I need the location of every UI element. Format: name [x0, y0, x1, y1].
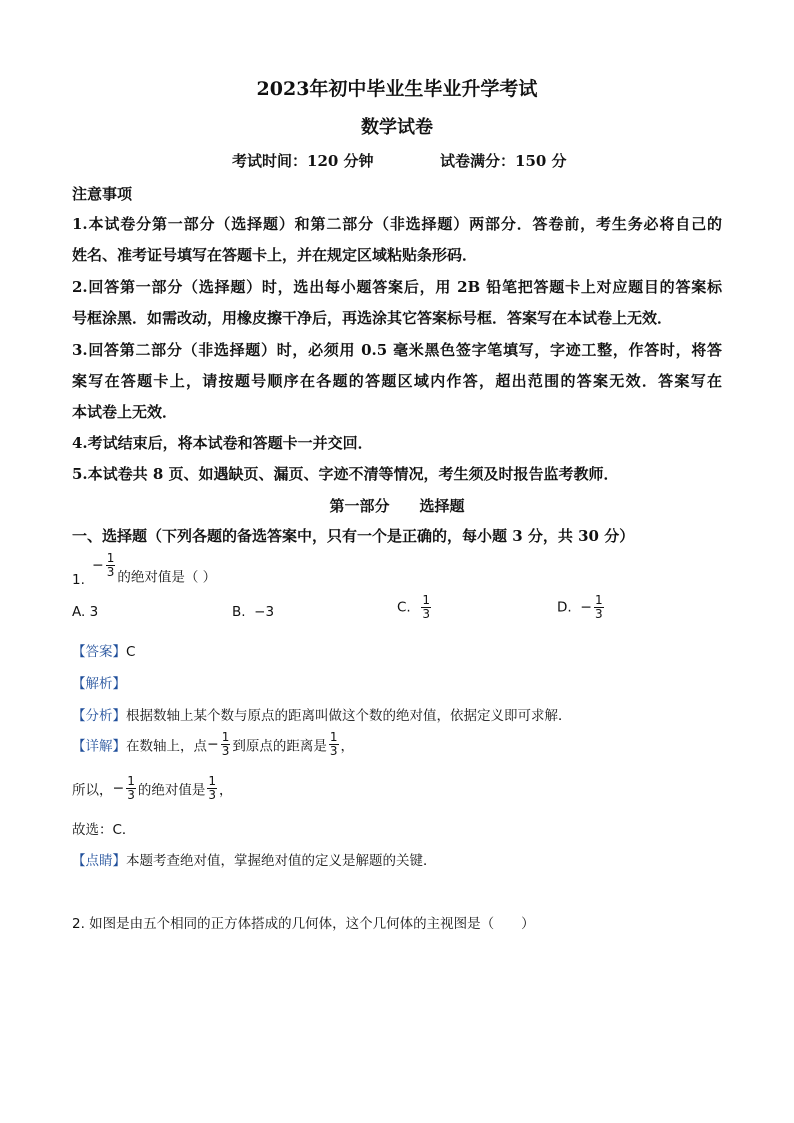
- negative-sign: −: [207, 736, 219, 753]
- dianjing-text: 本题考查绝对值，掌握绝对值的定义是解题的关键．: [126, 853, 437, 869]
- negative-sign: −: [580, 599, 593, 616]
- fraction: $\frac{1}{3}$: [422, 593, 430, 621]
- negative-sign: −: [112, 780, 125, 797]
- suoyi-text-1: 所以，: [72, 782, 113, 799]
- note-3-line-1: 3.回答第二部分（非选择题）时，必须用 0.5 毫米黑色签字笔填写，字迹工整，作答时，将答: [72, 341, 722, 359]
- fraction: $\frac{1}{3}$: [208, 774, 217, 802]
- xiangjie-line: [72, 731, 354, 758]
- note-2-line-1: 2.回答第一部分（选择题）时，选出每小题答案后，用 2B 铅笔把答题卡上对应题目的答案标: [72, 278, 722, 296]
- option-b-label: B.: [232, 604, 246, 620]
- xiangjie-text-1: 在数轴上，点: [126, 738, 207, 755]
- negative-sign: −: [92, 557, 104, 574]
- option-d: [557, 594, 606, 621]
- note-3-line-3: 本试卷上无效．: [72, 403, 178, 421]
- fraction: $\frac{1}{3}$: [106, 551, 115, 579]
- note-3-line-2: 案写在答题卡上，请按题号顺序在各题的答题区域内作答，超出范围的答案无效．答案写在: [72, 372, 722, 390]
- fraction: $\frac{1}{3}$: [127, 774, 135, 802]
- xiangjie-text-2: 到原点的距离是: [232, 738, 327, 755]
- dianjing-tag: 【点睛】: [72, 853, 126, 869]
- fraction: $\frac{1}{3}$: [595, 593, 603, 621]
- suoyi-line: [72, 775, 233, 802]
- fraction: $\frac{1}{3}$: [329, 730, 338, 758]
- dianjing-line: [72, 849, 437, 869]
- part-one-heading: 第一部分 选择题: [329, 497, 465, 515]
- question-2-text: 2. 如图是由五个相同的正方体搭成的几何体，这个几何体的主视图是（ ）: [72, 916, 535, 932]
- notes-heading: 注意事项: [72, 185, 133, 203]
- note-4: 4.考试结束后，将本试卷和答题卡一并交回．: [72, 434, 373, 452]
- subject-title: 数学试卷: [361, 117, 433, 138]
- xiangjie-tag: 【详解】: [72, 738, 126, 755]
- note-1-line-2: 姓名、准考证号填写在答题卡上，并在规定区域粘贴条形码．: [72, 246, 478, 264]
- fenxi-tag: 【分析】: [72, 708, 126, 724]
- fraction: $\frac{1}{3}$: [221, 730, 230, 758]
- analysis-tag: 【解析】: [72, 676, 126, 692]
- exam-time: 考试时间：120 分钟: [232, 152, 374, 170]
- option-a: A. 3: [72, 604, 99, 620]
- fenxi-text: 根据数轴上某个数与原点的距离叫做这个数的绝对值，依据定义即可求解．: [126, 708, 572, 724]
- xiangjie-end: ，: [340, 738, 355, 755]
- note-5: 5.本试卷共 8 页、如遇缺页、漏页、字迹不清等情况，考生须及时报告监考教师．: [72, 465, 619, 483]
- answer-line: [72, 640, 135, 660]
- suoyi-text-2: 的绝对值是: [137, 782, 206, 799]
- fenxi-line: [72, 704, 572, 724]
- question-1-number: 1.: [72, 572, 85, 588]
- question-1-suffix: 的绝对值是（ ）: [117, 569, 217, 586]
- option-d-label: D.: [557, 599, 572, 616]
- suoyi-end: ，: [219, 782, 233, 799]
- question-1-stem: [92, 552, 216, 586]
- exam-title: 2023年初中毕业生毕业升学考试: [256, 78, 538, 100]
- section-heading: 一、选择题（下列各题的备选答案中，只有一个是正确的，每小题 3 分，共 30 分）: [72, 527, 635, 545]
- answer-value: C: [126, 644, 136, 660]
- note-2-line-2: 号框涂黑．如需改动，用橡皮擦干净后，再选涂其它答案标号框．答案写在本试卷上无效．: [72, 309, 673, 327]
- note-1-line-1: 1.本试卷分第一部分（选择题）和第二部分（非选择题）两部分．答卷前，考生务必将自己的: [72, 215, 722, 233]
- option-b: [232, 604, 274, 620]
- option-b-value: −3: [254, 604, 275, 620]
- option-c: [397, 594, 433, 621]
- guxuan-line: 故选：C．: [72, 822, 136, 838]
- option-c-label: C.: [397, 599, 411, 616]
- full-score: 试卷满分：150 分: [440, 152, 567, 170]
- answer-tag: 【答案】: [72, 644, 126, 660]
